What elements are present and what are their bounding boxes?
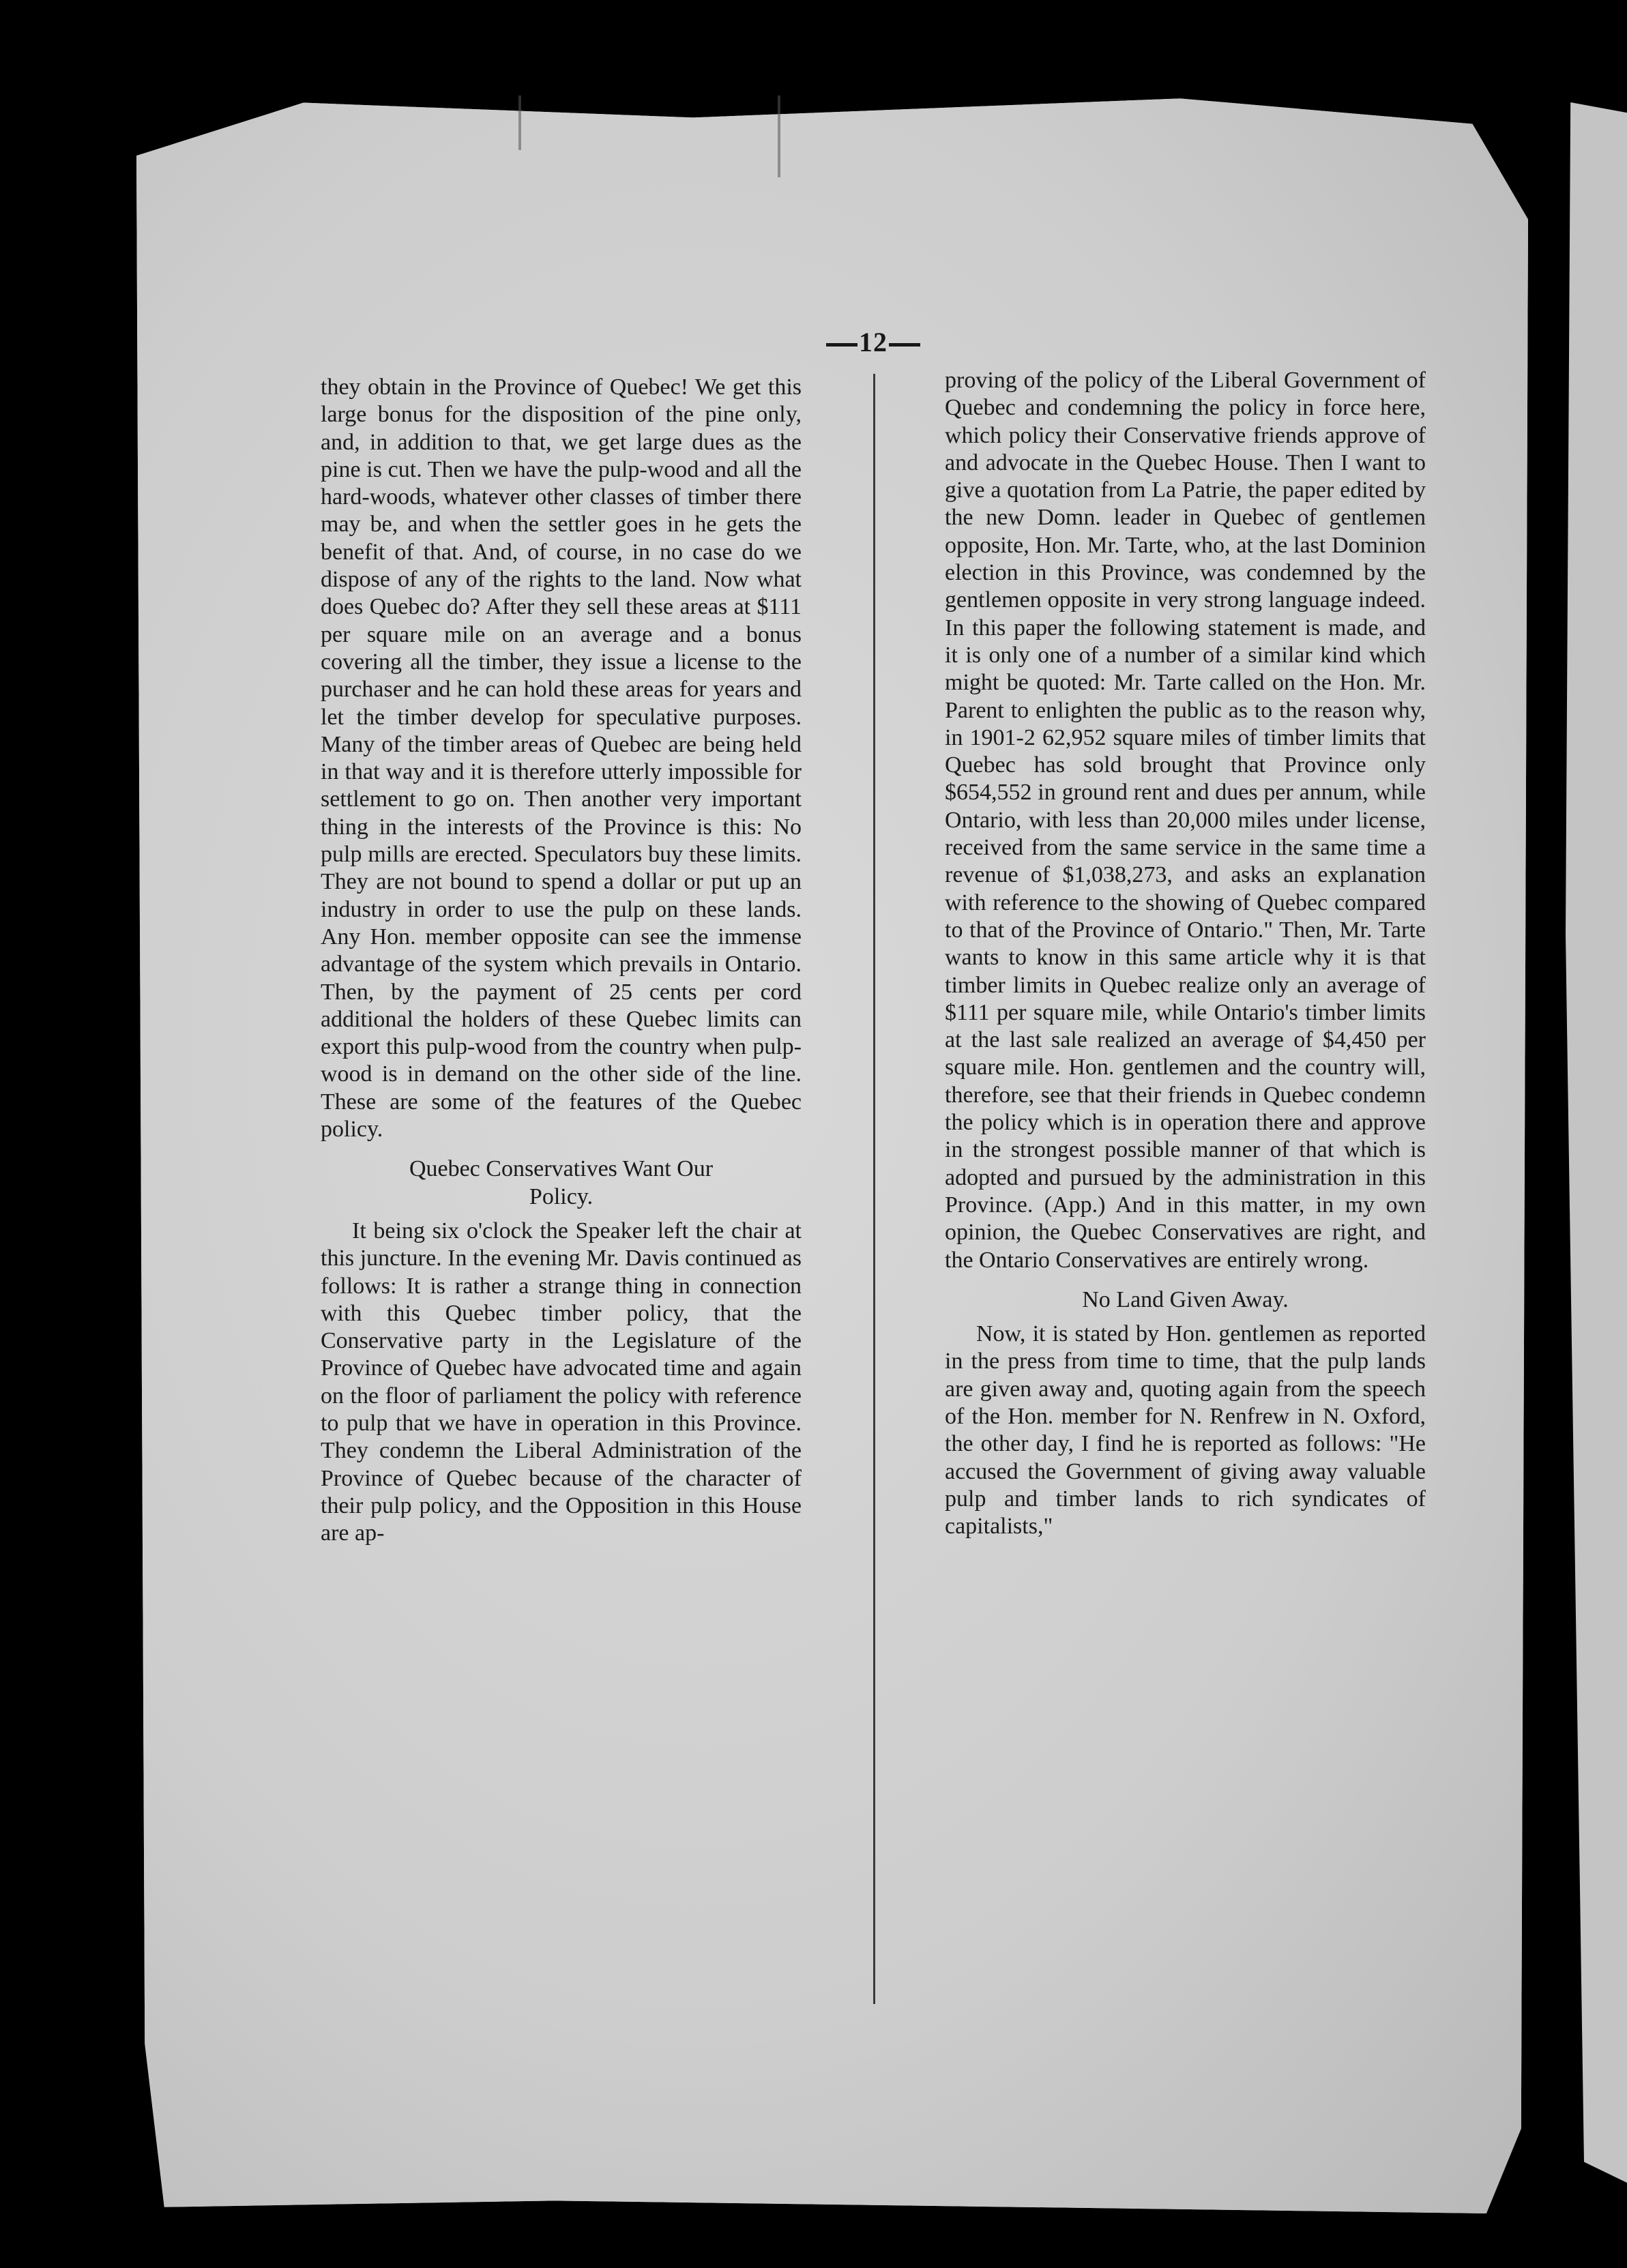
left-column: [321, 374, 802, 1547]
right-column: [945, 367, 1426, 1540]
adjacent-page-edge: [1566, 102, 1627, 2183]
page-number-dash-right: [889, 343, 920, 347]
section-heading-quebec-conservatives: [321, 1155, 802, 1211]
section-heading-line-1: Quebec Conservatives Want Our: [409, 1156, 714, 1182]
page-number-text: 12: [859, 327, 888, 357]
right-paragraph-2: Now, it is stated by Hon. gentlemen as reported in the press from time to time, that the pulp lands are given away and, quoting again from the speech of the Hon. member for N. Renfrew in N. Oxford, the other day, I find he is reported as follows: "He accused the Government of giving away valuable pulp and timber lands to rich syndicates of capitalists,": [945, 1321, 1426, 1540]
column-divider: [873, 374, 875, 2004]
page-number-dash-left: [826, 343, 858, 347]
section-heading-no-land-given-away: No Land Given Away.: [1082, 1286, 1289, 1312]
page-crease: [518, 95, 521, 150]
section-heading-line-2: Policy.: [529, 1183, 593, 1209]
right-paragraph-1: proving of the policy of the Liberal Government of Quebec and condemning the policy in force here, which policy their Conservative friends approve of and advocate in the Quebec House. Then I want to give a quotation from La Patrie, the paper edited by the new Domn. leader in Quebec of gentlemen opposite, Hon. Mr. Tarte, who, at the last Dominion election in this Province, was condemned by the gentlemen opposite in very strong language indeed. In this paper the following statement is made, and it is only one of a number of a similar kind which might be quoted: Mr. Tarte called on the Hon. Mr. Parent to enlighten the public as to the reason why, in 1901-2 62,952 square miles of timber limits that Quebec has sold brought that Province only $654,552 in ground rent and dues per annum, while Ontario, with less than 20,000 miles under license, received from the same service in the same time a revenue of $1,038,273, and asks an explanation with reference to the showing of Quebec compared to that of the Province of Ontario." Then, Mr. Tarte wants to know in this same article why it is that timber limits in Quebec realize only an average of $111 per square mile, while Ontario's timber limits at the last sale realized an average of $4,450 per square mile. Hon. gentlemen and the country will, therefore, see that their friends in Quebec condemn the policy which is in operation there and approve in the strongest possible manner of that which is adopted and pursued by the administration in this Province. (App.) And in this matter, in my own opinion, the Quebec Conservatives are right, and the Ontario Conservatives are entirely wrong.: [945, 368, 1426, 1273]
page-number: [815, 326, 931, 358]
page-crease: [778, 95, 780, 177]
left-paragraph-1: they obtain in the Province of Quebec! We get this large bonus for the disposition of the pine only, and, in addition to that, we get large dues as the pine is cut. Then we have the pulp-wood and all the hard-woods, whatever other classes of timber there may be, and when the settler goes in he gets the benefit of that. And, of course, in no case do we dispose of any of the rights to the land. Now what does Quebec do? After they sell these areas at $111 per square mile on an average and a bonus covering all the timber, they issue a license to the purchaser and he can hold these areas for years and let the timber develop for speculative purposes. Many of the timber areas of Quebec are being held in that way and it is therefore utterly impossible for settlement to go on. Then another very important thing in the interests of the Province is this: No pulp mills are erected. Speculators buy these limits. They are not bound to spend a dollar or put up an industry in order to use the pulp on these lands. Any Hon. member opposite can see the immense advantage of the system which prevails in Ontario. Then, by the payment of 25 cents per cord additional the holders of these Quebec limits can export this pulp-wood from the country when pulp-wood is in demand on the other side of the line. These are some of the features of the Quebec policy.: [321, 374, 802, 1143]
left-paragraph-2: It being six o'clock the Speaker left the chair at this juncture. In the evening Mr. Davis continued as follows: It is rather a strange thing in connection with this Quebec timber policy, that the Conservative party in the Legislature of the Province of Quebec have advocated time and again on the floor of parliament the policy with reference to pulp that we have in operation in this Province. They condemn the Liberal Administration of the Province of Quebec because of the character of their pulp policy, and the Opposition in this House are ap-: [321, 1218, 802, 1546]
